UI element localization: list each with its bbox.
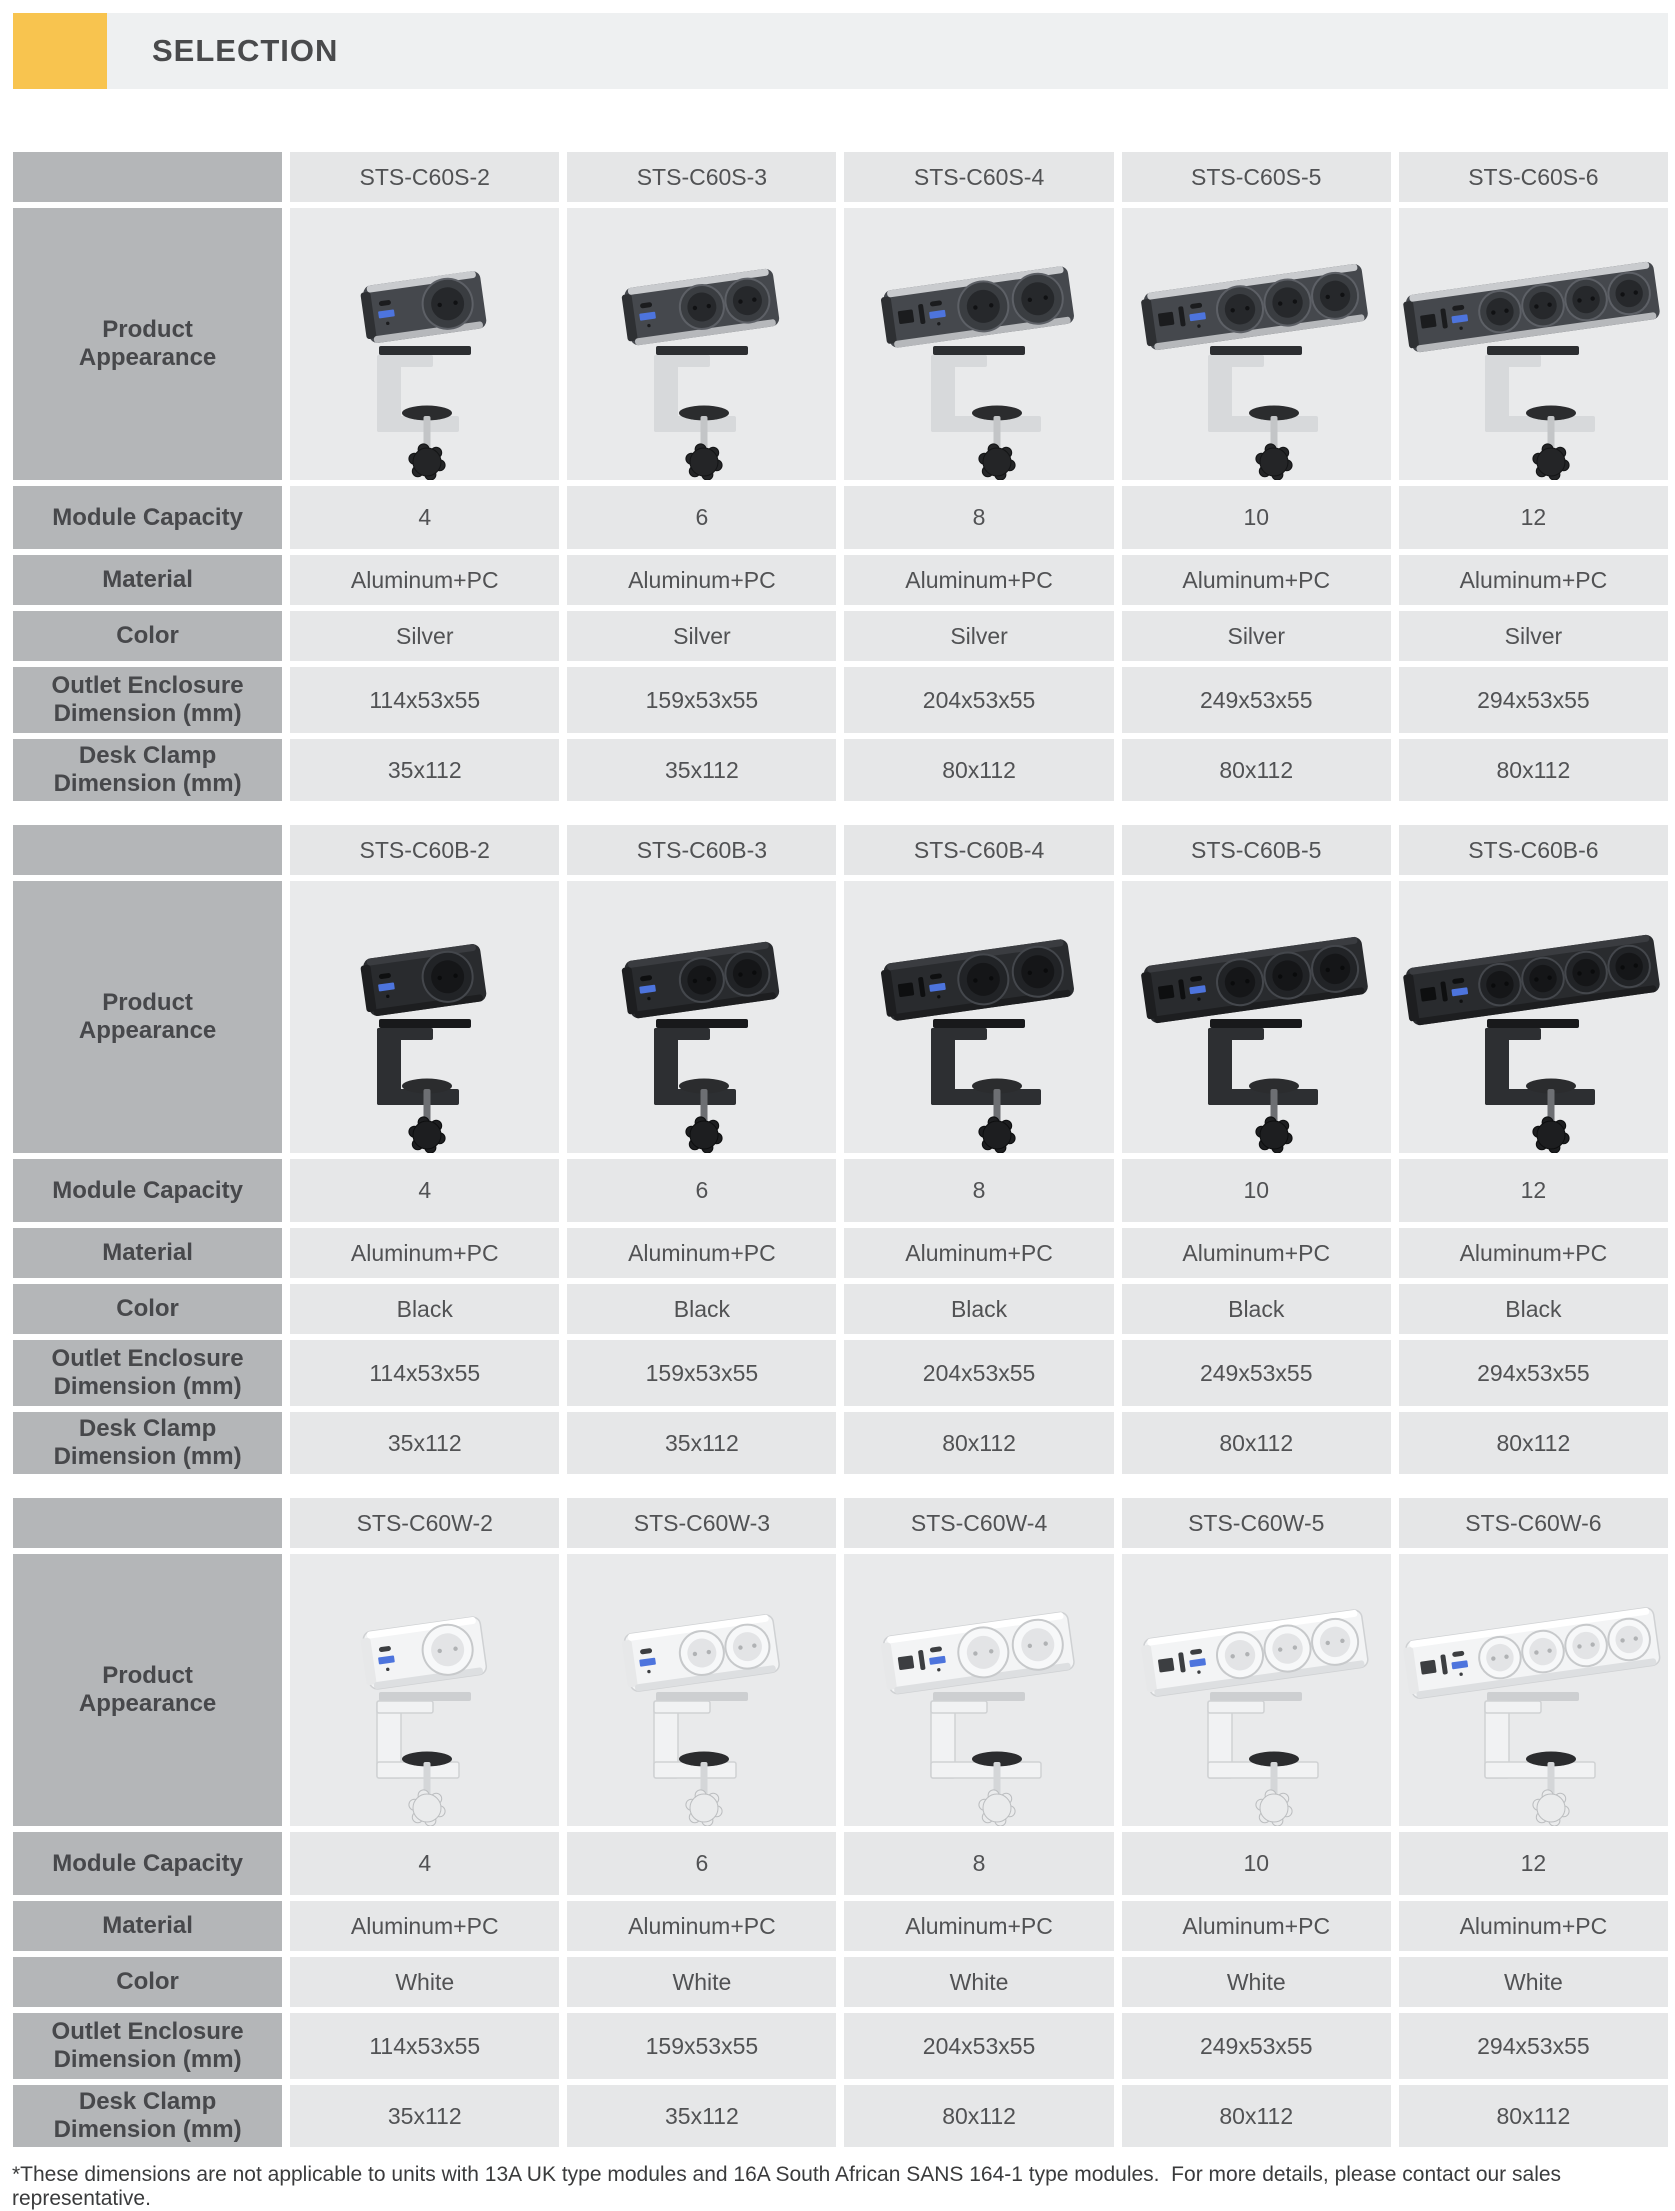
model-header: STS-C60S-2 — [290, 152, 559, 202]
color-value: Silver — [567, 611, 836, 661]
module-capacity-value: 10 — [1122, 486, 1391, 549]
outlet-dimension-value: 204x53x55 — [844, 667, 1113, 733]
module-capacity-value: 8 — [844, 486, 1113, 549]
desk-clamp-value: 80x112 — [1122, 1412, 1391, 1474]
desk-clamp-value: 80x112 — [1399, 739, 1668, 801]
outlet-dimension-value: 114x53x55 — [290, 667, 559, 733]
row-label-module-capacity: Module Capacity — [13, 1159, 282, 1222]
outlet-dimension-value: 204x53x55 — [844, 1340, 1113, 1406]
product-image — [844, 881, 1113, 1153]
color-value: Black — [567, 1284, 836, 1334]
outlet-dimension-value: 114x53x55 — [290, 2013, 559, 2079]
material-value: Aluminum+PC — [290, 1901, 559, 1951]
model-header: STS-C60B-6 — [1399, 825, 1668, 875]
material-value: Aluminum+PC — [1122, 1228, 1391, 1278]
row-label-module-capacity: Module Capacity — [13, 1832, 282, 1895]
desk-clamp-value: 35x112 — [567, 1412, 836, 1474]
outlet-dimension-value: 114x53x55 — [290, 1340, 559, 1406]
product-image — [567, 1554, 836, 1826]
desk-clamp-value: 35x112 — [290, 2085, 559, 2147]
model-header: STS-C60S-4 — [844, 152, 1113, 202]
model-header: STS-C60S-6 — [1399, 152, 1668, 202]
color-value: White — [1399, 1957, 1668, 2007]
row-label-color: Color — [13, 1957, 282, 2007]
color-value: White — [567, 1957, 836, 2007]
desk-clamp-value: 80x112 — [844, 2085, 1113, 2147]
material-value: Aluminum+PC — [1399, 555, 1668, 605]
outlet-dimension-value: 204x53x55 — [844, 2013, 1113, 2079]
corner-cell — [13, 152, 282, 202]
title-bar — [13, 13, 1668, 89]
module-capacity-value: 12 — [1399, 486, 1668, 549]
product-image — [1122, 208, 1391, 480]
row-label-material: Material — [13, 1901, 282, 1951]
accent-block — [13, 13, 107, 89]
outlet-dimension-value: 294x53x55 — [1399, 667, 1668, 733]
product-image — [844, 1554, 1113, 1826]
outlet-dimension-value: 249x53x55 — [1122, 667, 1391, 733]
model-header: STS-C60W-5 — [1122, 1498, 1391, 1548]
row-label-desk-clamp-dimension: Desk Clamp Dimension (mm) — [13, 739, 282, 801]
product-image — [1399, 1554, 1668, 1826]
material-value: Aluminum+PC — [844, 1228, 1113, 1278]
material-value: Aluminum+PC — [844, 1901, 1113, 1951]
page-title: SELECTION — [152, 33, 339, 68]
desk-clamp-value: 35x112 — [290, 739, 559, 801]
module-capacity-value: 8 — [844, 1832, 1113, 1895]
color-value: White — [844, 1957, 1113, 2007]
row-label-color: Color — [13, 1284, 282, 1334]
module-capacity-value: 6 — [567, 1159, 836, 1222]
table-sts-c60w — [13, 1498, 1668, 2147]
material-value: Aluminum+PC — [1399, 1901, 1668, 1951]
model-header: STS-C60W-3 — [567, 1498, 836, 1548]
model-header: STS-C60B-4 — [844, 825, 1113, 875]
desk-clamp-value: 80x112 — [1399, 2085, 1668, 2147]
outlet-dimension-value: 249x53x55 — [1122, 1340, 1391, 1406]
material-value: Aluminum+PC — [1399, 1228, 1668, 1278]
corner-cell — [13, 825, 282, 875]
outlet-dimension-value: 294x53x55 — [1399, 2013, 1668, 2079]
module-capacity-value: 12 — [1399, 1832, 1668, 1895]
color-value: White — [290, 1957, 559, 2007]
product-image — [1399, 208, 1668, 480]
product-image — [1122, 881, 1391, 1153]
material-value: Aluminum+PC — [290, 555, 559, 605]
model-header: STS-C60W-4 — [844, 1498, 1113, 1548]
desk-clamp-value: 35x112 — [290, 1412, 559, 1474]
color-value: Silver — [1399, 611, 1668, 661]
module-capacity-value: 4 — [290, 1159, 559, 1222]
row-label-color: Color — [13, 611, 282, 661]
product-image — [290, 208, 559, 480]
row-label-desk-clamp-dimension: Desk Clamp Dimension (mm) — [13, 2085, 282, 2147]
desk-clamp-value: 35x112 — [567, 2085, 836, 2147]
desk-clamp-value: 80x112 — [1122, 2085, 1391, 2147]
model-header: STS-C60W-6 — [1399, 1498, 1668, 1548]
desk-clamp-value: 35x112 — [567, 739, 836, 801]
row-label-product-appearance: Product Appearance — [13, 881, 282, 1153]
outlet-dimension-value: 294x53x55 — [1399, 1340, 1668, 1406]
color-value: Black — [1122, 1284, 1391, 1334]
row-label-outlet-dimension: Outlet Enclosure Dimension (mm) — [13, 1340, 282, 1406]
color-value: Black — [290, 1284, 559, 1334]
desk-clamp-value: 80x112 — [844, 739, 1113, 801]
row-label-product-appearance: Product Appearance — [13, 208, 282, 480]
row-label-desk-clamp-dimension: Desk Clamp Dimension (mm) — [13, 1412, 282, 1474]
module-capacity-value: 6 — [567, 486, 836, 549]
material-value: Aluminum+PC — [567, 1228, 836, 1278]
corner-cell — [13, 1498, 282, 1548]
row-label-outlet-dimension: Outlet Enclosure Dimension (mm) — [13, 2013, 282, 2079]
row-label-material: Material — [13, 555, 282, 605]
outlet-dimension-value: 249x53x55 — [1122, 2013, 1391, 2079]
product-image — [567, 208, 836, 480]
table-sts-c60s — [13, 152, 1668, 801]
material-value: Aluminum+PC — [567, 555, 836, 605]
desk-clamp-value: 80x112 — [844, 1412, 1113, 1474]
module-capacity-value: 4 — [290, 486, 559, 549]
color-value: Black — [844, 1284, 1113, 1334]
color-value: Silver — [1122, 611, 1391, 661]
material-value: Aluminum+PC — [844, 555, 1113, 605]
module-capacity-value: 10 — [1122, 1159, 1391, 1222]
module-capacity-value: 8 — [844, 1159, 1113, 1222]
outlet-dimension-value: 159x53x55 — [567, 1340, 836, 1406]
model-header: STS-C60B-3 — [567, 825, 836, 875]
model-header: STS-C60W-2 — [290, 1498, 559, 1548]
row-label-outlet-dimension: Outlet Enclosure Dimension (mm) — [13, 667, 282, 733]
footnote: *These dimensions are not applicable to units with 13A UK type modules and 16A South African SANS 164-1 type modules. For more details, please contact our sales representative. — [12, 2163, 1562, 2210]
color-value: Silver — [844, 611, 1113, 661]
product-image — [567, 881, 836, 1153]
desk-clamp-value: 80x112 — [1122, 739, 1391, 801]
material-value: Aluminum+PC — [1122, 1901, 1391, 1951]
model-header: STS-C60S-3 — [567, 152, 836, 202]
model-header: STS-C60S-5 — [1122, 152, 1391, 202]
module-capacity-value: 4 — [290, 1832, 559, 1895]
material-value: Aluminum+PC — [1122, 555, 1391, 605]
product-image — [290, 1554, 559, 1826]
material-value: Aluminum+PC — [567, 1901, 836, 1951]
table-sts-c60b — [13, 825, 1668, 1474]
row-label-material: Material — [13, 1228, 282, 1278]
product-image — [844, 208, 1113, 480]
outlet-dimension-value: 159x53x55 — [567, 2013, 836, 2079]
desk-clamp-value: 80x112 — [1399, 1412, 1668, 1474]
material-value: Aluminum+PC — [290, 1228, 559, 1278]
product-image — [1122, 1554, 1391, 1826]
module-capacity-value: 10 — [1122, 1832, 1391, 1895]
row-label-product-appearance: Product Appearance — [13, 1554, 282, 1826]
model-header: STS-C60B-2 — [290, 825, 559, 875]
row-label-module-capacity: Module Capacity — [13, 486, 282, 549]
module-capacity-value: 12 — [1399, 1159, 1668, 1222]
module-capacity-value: 6 — [567, 1832, 836, 1895]
color-value: White — [1122, 1957, 1391, 2007]
color-value: Black — [1399, 1284, 1668, 1334]
product-image — [1399, 881, 1668, 1153]
model-header: STS-C60B-5 — [1122, 825, 1391, 875]
product-image — [290, 881, 559, 1153]
color-value: Silver — [290, 611, 559, 661]
outlet-dimension-value: 159x53x55 — [567, 667, 836, 733]
